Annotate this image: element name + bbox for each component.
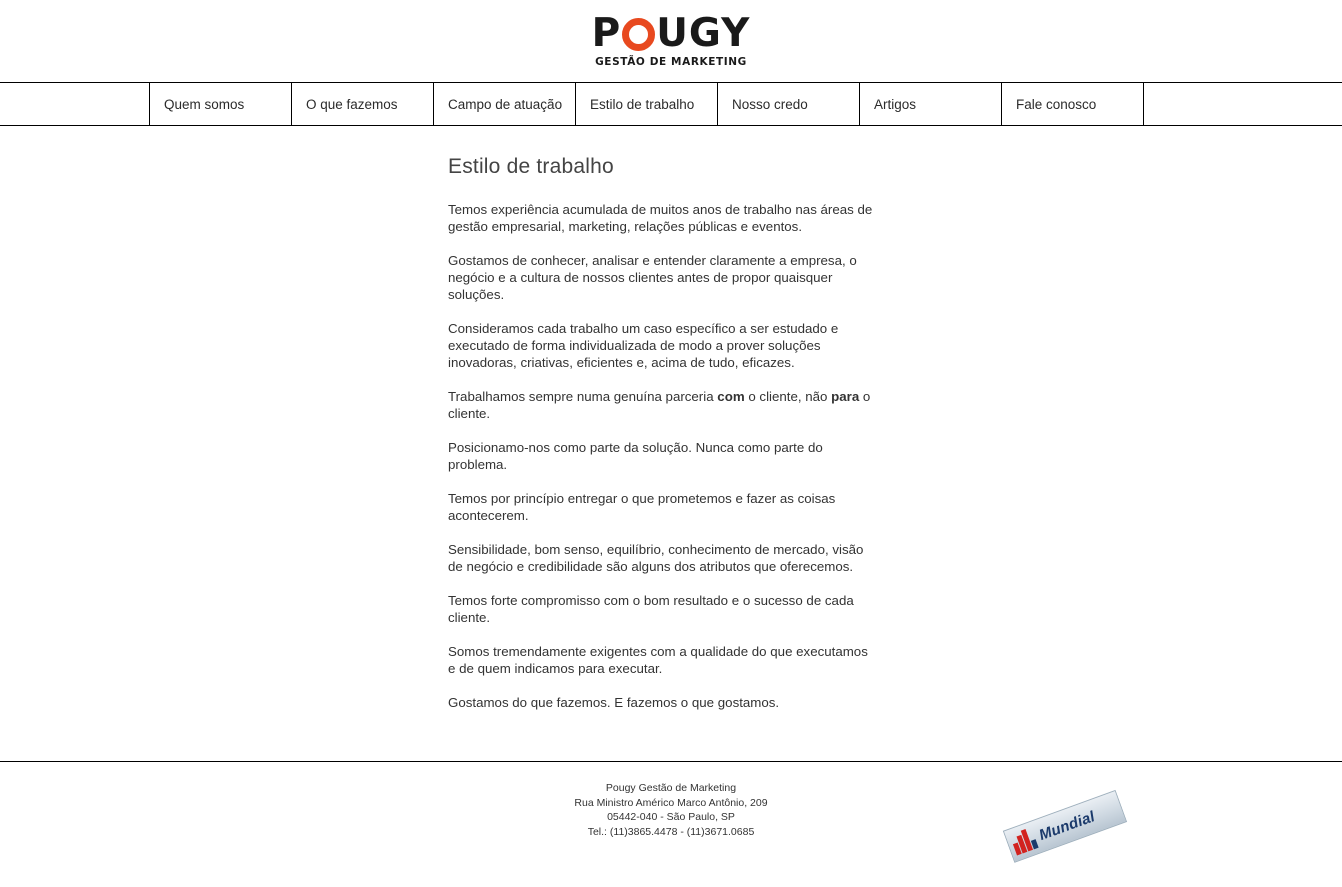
nav-item-o-que-fazemos[interactable]: O que fazemos: [292, 83, 434, 125]
nav-item-artigos[interactable]: Artigos: [860, 83, 1002, 125]
paragraph-3: Consideramos cada trabalho um caso específico a ser estudado e executado de forma individualizada de modo a prover soluções inovadoras, criativas, eficientes e, acima de tudo, eficazes.: [448, 321, 839, 370]
logo-letter-p: P: [591, 11, 622, 57]
paragraph-9: Gostamos do que fazemos. E fazemos o que gostamos.: [448, 695, 780, 710]
nav-item-fale-conosco[interactable]: Fale conosco: [1002, 83, 1144, 125]
page-content: [0, 127, 1342, 761]
main-navigation: [0, 82, 1342, 126]
paragraph-8: Somos tremendamente exigentes com a qualidade do que executamos e de quem indicamos para executar.: [448, 644, 868, 676]
paragraph-6: Sensibilidade, bom senso, equilíbrio, conhecimento de mercado, visão de negócio e credibilidade são alguns dos atributos que oferecemos.: [448, 542, 864, 574]
paragraph-1: Temos experiência acumulada de muitos anos de trabalho nas áreas de gestão empresarial, marketing, relações públicas e eventos.: [448, 202, 873, 234]
logo-tagline: GESTÃO DE MARKETING: [595, 56, 747, 69]
partnership-bold-para: para: [831, 389, 860, 404]
nav-item-quem-somos[interactable]: Quem somos: [150, 83, 292, 125]
partnership-text-1: Trabalhamos sempre numa genuína parceria: [448, 389, 718, 404]
site-logo[interactable]: [591, 11, 751, 69]
paragraph-4: Posicionamo-nos como parte da solução. Nunca como parte do problema.: [448, 440, 823, 472]
paragraph-7: Temos forte compromisso com o bom resultado e o sucesso de cada cliente.: [448, 593, 854, 625]
mundial-badge-label: Mundial: [1036, 807, 1098, 844]
article: [448, 155, 878, 728]
nav-spacer-right: [1144, 83, 1342, 125]
nav-spacer-left: [0, 83, 150, 125]
paragraph-5: Temos por princípio entregar o que prometemos e fazer as coisas acontecerem.: [448, 491, 836, 523]
footer-city: 05442-040 - São Paulo, SP: [607, 811, 735, 824]
footer-address: [0, 762, 1342, 839]
mundial-bars-icon: [1008, 824, 1041, 857]
site-footer: [0, 761, 1342, 861]
nav-item-estilo-de-trabalho[interactable]: Estilo de trabalho: [576, 83, 718, 125]
footer-phone: Tel.: (11)3865.4478 - (11)3671.0685: [587, 825, 755, 838]
footer-street: Rua Ministro Américo Marco Antônio, 209: [574, 796, 768, 809]
logo-letters-ugy: UGY: [656, 11, 751, 57]
page-title: Estilo de trabalho: [448, 155, 614, 178]
partnership-text-2: o cliente, não: [744, 389, 832, 404]
logo-wordmark: [591, 11, 751, 57]
partnership-bold-com: com: [717, 389, 745, 404]
nav-item-nosso-credo[interactable]: Nosso credo: [718, 83, 860, 125]
partnership-text-3: o cliente.: [448, 389, 871, 421]
footer-company-name: Pougy Gestão de Marketing: [605, 782, 737, 794]
paragraph-2: Gostamos de conhecer, analisar e entender claramente a empresa, o negócio e a cultura de nossos clientes antes de propor quaisquer soluções.: [448, 253, 857, 302]
site-header: [0, 0, 1342, 82]
circle-o-letter-icon: [622, 18, 655, 51]
nav-item-campo-de-atuacao[interactable]: Campo de atuação: [434, 83, 576, 125]
paragraph-partnership: [448, 388, 878, 422]
